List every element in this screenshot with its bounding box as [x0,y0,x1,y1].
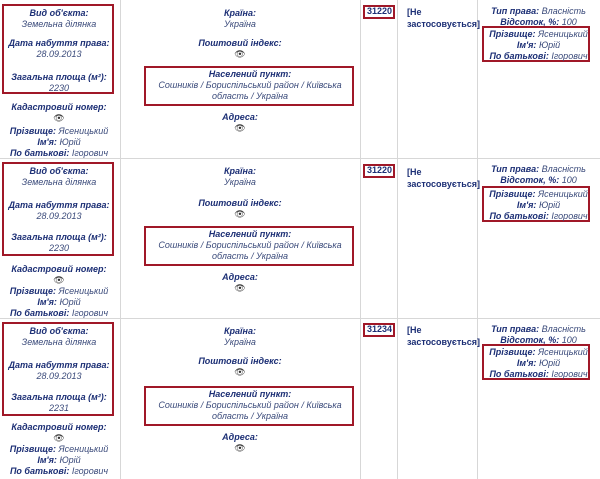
object-cell [0,158,121,318]
right-type-label: Тип права: [491,6,540,16]
table-row [0,158,600,319]
patronymic-value: Ігорович [71,466,109,476]
owner-surname-label: Прізвище: [489,29,536,39]
acquired-value: 28.09.2013 [36,49,82,59]
country-value: Україна [224,177,256,187]
applies-value: [Не застосовується] [407,325,481,347]
rights-cell [477,0,600,158]
name-value: Юрій [59,455,81,465]
cadastral-label: Кадастровий номер: [11,422,107,432]
share-value: 100 [561,335,577,345]
object-type-label: Вид об'єкта: [29,326,89,336]
postal-label: Поштовий індекс: [198,198,282,208]
object-type-label: Вид об'єкта: [29,8,89,18]
object-type-value: Земельна ділянка [21,337,97,347]
owner-surname-label: Прізвище: [489,347,536,357]
id-cell [360,318,398,479]
area-label: Загальна площа (м²): [11,392,107,402]
settlement-value: Сошників / Бориспільський район / Київська область / Україна [158,80,342,101]
rights-cell [477,158,600,318]
record-id: 31234 [367,324,393,334]
cadastral-label: Кадастровий номер: [11,264,107,274]
postal-label: Поштовий індекс: [198,356,282,366]
object-type-value: Земельна ділянка [21,19,97,29]
area-label: Загальна площа (м²): [11,72,107,82]
country-value: Україна [224,337,256,347]
rights-cell [477,318,600,479]
surname-label: Прізвище: [9,126,56,136]
share-label: Відсоток, %: [500,17,560,27]
country-value: Україна [224,19,256,29]
owner-name-label: Ім'я: [516,40,537,50]
settlement-label: Населений пункт: [208,69,292,79]
area-label: Загальна площа (м²): [11,232,107,242]
eye-icon[interactable]: 👁 [53,433,65,443]
applies-cell [397,158,481,318]
eye-icon[interactable]: 👁 [234,49,246,59]
address-cell [120,158,361,318]
address-cell [120,0,361,158]
patronymic-label: По батькові: [9,466,70,476]
owner-surname-value: Ясеницький [537,29,588,39]
patronymic-label: По батькові: [9,148,70,158]
patronymic-label: По батькові: [9,308,70,318]
owner-patronymic-label: По батькові: [489,51,549,61]
share-label: Відсоток, %: [500,335,560,345]
name-label: Ім'я: [37,297,57,307]
name-label: Ім'я: [37,455,57,465]
acquired-label: Дата набуття права: [8,360,110,370]
name-value: Юрій [59,137,81,147]
id-cell [360,0,398,158]
right-type-value: Власність [541,164,586,174]
address-label: Адреса: [222,272,258,282]
applies-value: [Не застосовується] [407,7,481,29]
owner-patronymic-label: По батькові: [489,369,549,379]
acquired-value: 28.09.2013 [36,211,82,221]
eye-icon[interactable]: 👁 [234,367,246,377]
object-type-value: Земельна ділянка [21,177,97,187]
applies-cell [397,318,481,479]
id-cell [360,158,398,318]
address-cell [120,318,361,479]
country-label: Країна: [224,326,256,336]
surname-label: Прізвище: [9,286,56,296]
country-label: Країна: [224,8,256,18]
acquired-value: 28.09.2013 [36,371,82,381]
object-type-label: Вид об'єкта: [29,166,89,176]
acquired-label: Дата набуття права: [8,200,110,210]
patronymic-value: Ігорович [71,308,109,318]
object-cell [0,0,121,158]
area-value: 2230 [48,83,70,93]
share-value: 100 [561,175,577,185]
settlement-value: Сошників / Бориспільський район / Київська область / Україна [158,400,342,421]
table-row [0,0,600,159]
owner-name-value: Юрій [538,200,561,210]
owner-name-value: Юрій [538,40,561,50]
right-type-value: Власність [541,324,586,334]
owner-patronymic-value: Ігорович [551,51,588,61]
name-label: Ім'я: [37,137,57,147]
applies-cell [397,0,481,158]
country-label: Країна: [224,166,256,176]
owner-patronymic-label: По батькові: [489,211,549,221]
record-id: 31220 [367,6,393,16]
owner-name-label: Ім'я: [516,200,537,210]
patronymic-value: Ігорович [71,148,109,158]
area-value: 2231 [48,403,70,413]
share-value: 100 [561,17,577,27]
cadastral-label: Кадастровий номер: [11,102,107,112]
surname-value: Ясеницький [58,286,109,296]
surname-value: Ясеницький [58,444,109,454]
address-label: Адреса: [222,432,258,442]
eye-icon[interactable]: 👁 [234,283,246,293]
postal-label: Поштовий індекс: [198,38,282,48]
eye-icon[interactable]: 👁 [53,113,65,123]
right-type-label: Тип права: [491,164,540,174]
owner-name-label: Ім'я: [516,358,537,368]
owner-surname-label: Прізвище: [489,189,536,199]
name-value: Юрій [59,297,81,307]
settlement-label: Населений пункт: [208,229,292,239]
object-cell [0,318,121,479]
owner-patronymic-value: Ігорович [551,211,588,221]
surname-value: Ясеницький [58,126,109,136]
eye-icon[interactable]: 👁 [234,123,246,133]
right-type-value: Власність [541,6,586,16]
surname-label: Прізвище: [9,444,56,454]
owner-name-value: Юрій [538,358,561,368]
address-label: Адреса: [222,112,258,122]
share-label: Відсоток, %: [500,175,560,185]
eye-icon[interactable]: 👁 [53,275,65,285]
eye-icon[interactable]: 👁 [234,443,246,453]
settlement-value: Сошників / Бориспільський район / Київська область / Україна [158,240,342,261]
acquired-label: Дата набуття права: [8,38,110,48]
right-type-label: Тип права: [491,324,540,334]
record-id: 31220 [367,165,393,175]
area-value: 2230 [48,243,70,253]
settlement-label: Населений пункт: [208,389,292,399]
table-row [0,318,600,479]
owner-surname-value: Ясеницький [537,347,588,357]
applies-value: [Не застосовується] [407,167,481,189]
eye-icon[interactable]: 👁 [234,209,246,219]
owner-surname-value: Ясеницький [537,189,588,199]
owner-patronymic-value: Ігорович [551,369,588,379]
